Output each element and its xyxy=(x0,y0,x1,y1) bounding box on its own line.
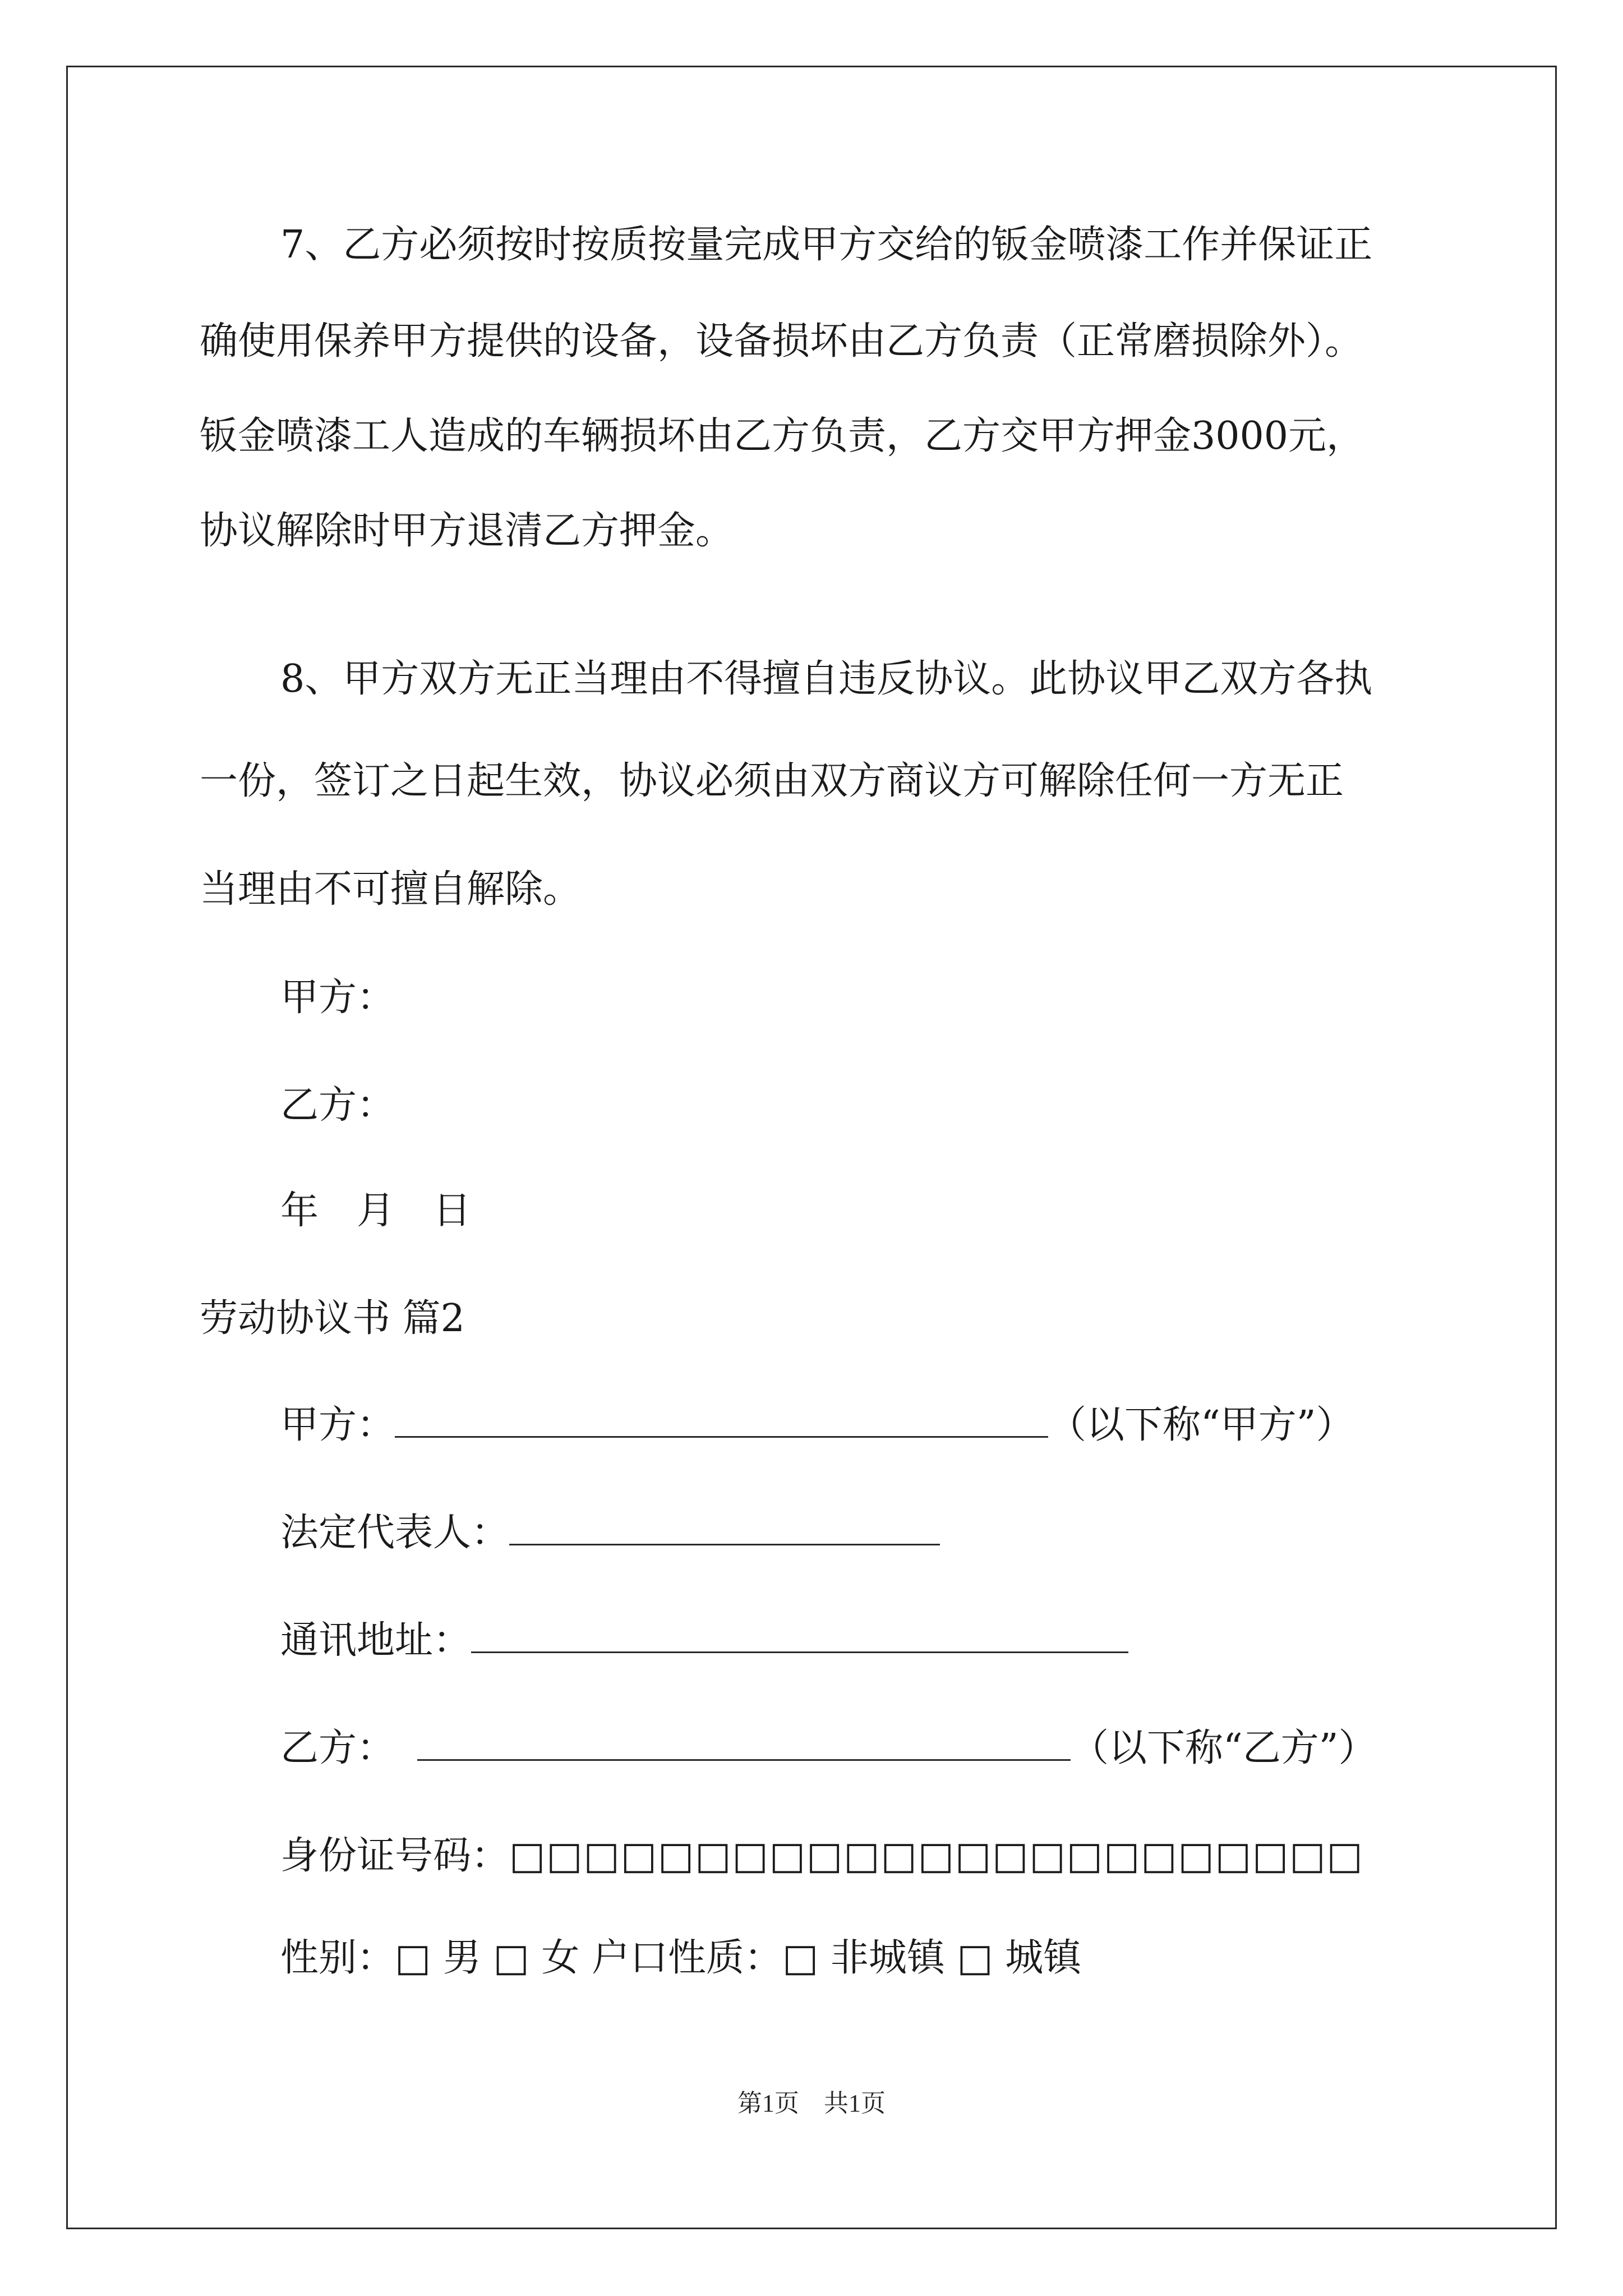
clause-7-line-1: 7、乙方必须按时按质按量完成甲方交给的钣金喷漆工作并保证正 xyxy=(280,223,1373,267)
legal-rep-label: 法定代表人： xyxy=(280,1511,510,1555)
clause-8-line-3: 当理由不可擅自解除。 xyxy=(200,867,582,912)
clause-7-line-4: 协议解除时甲方退清乙方押金。 xyxy=(200,509,734,553)
form-legal-rep-row xyxy=(280,1508,940,1558)
party-b-blank[interactable] xyxy=(417,1726,1071,1761)
address-label: 通讯地址： xyxy=(280,1618,472,1663)
clause-8-line-2: 一份，签订之日起生效，协议必须由双方商议方可解除任何一方无正 xyxy=(200,759,1344,803)
clause-7-line-3: 钣金喷漆工人造成的车辆损坏由乙方负责，乙方交甲方押金3000元， xyxy=(200,414,1365,458)
party-a-suffix: （以下称“甲方”） xyxy=(1048,1403,1354,1447)
party-a-blank[interactable] xyxy=(395,1402,1048,1438)
form-address-row xyxy=(280,1616,1128,1666)
page-border xyxy=(66,66,1557,2229)
section-title: 劳动协议书 篇2 xyxy=(200,1296,465,1341)
signature-party-b: 乙方： xyxy=(280,1083,395,1128)
signature-date: 年 月 日 xyxy=(280,1189,472,1233)
form-party-a-row xyxy=(280,1400,1354,1451)
form-gender-hukou-row: 性别：□ 男 □ 女 户口性质：□ 非城镇 □ 城镇 xyxy=(280,1936,1082,1980)
party-b-label: 乙方： xyxy=(280,1726,395,1770)
signature-party-a: 甲方： xyxy=(280,976,395,1020)
clause-8-line-1: 8、甲方双方无正当理由不得擅自违反协议。此协议甲乙双方各执 xyxy=(280,657,1373,701)
form-party-b-row xyxy=(280,1723,1377,1774)
address-blank[interactable] xyxy=(471,1618,1128,1653)
id-label: 身份证号码： xyxy=(280,1834,510,1878)
party-a-label: 甲方： xyxy=(280,1403,395,1447)
page-footer: 第1页 共1页 xyxy=(737,2090,886,2117)
id-number-boxes[interactable]: □□□□□□□□□□□□□□□□□□□□□□□ xyxy=(509,1834,1364,1878)
party-b-suffix: （以下称“乙方”） xyxy=(1071,1726,1377,1770)
legal-rep-blank[interactable] xyxy=(509,1510,940,1545)
clause-7-line-2: 确使用保养甲方提供的设备，设备损坏由乙方负责（正常磨损除外）。 xyxy=(200,319,1363,364)
form-id-row xyxy=(280,1831,1364,1881)
